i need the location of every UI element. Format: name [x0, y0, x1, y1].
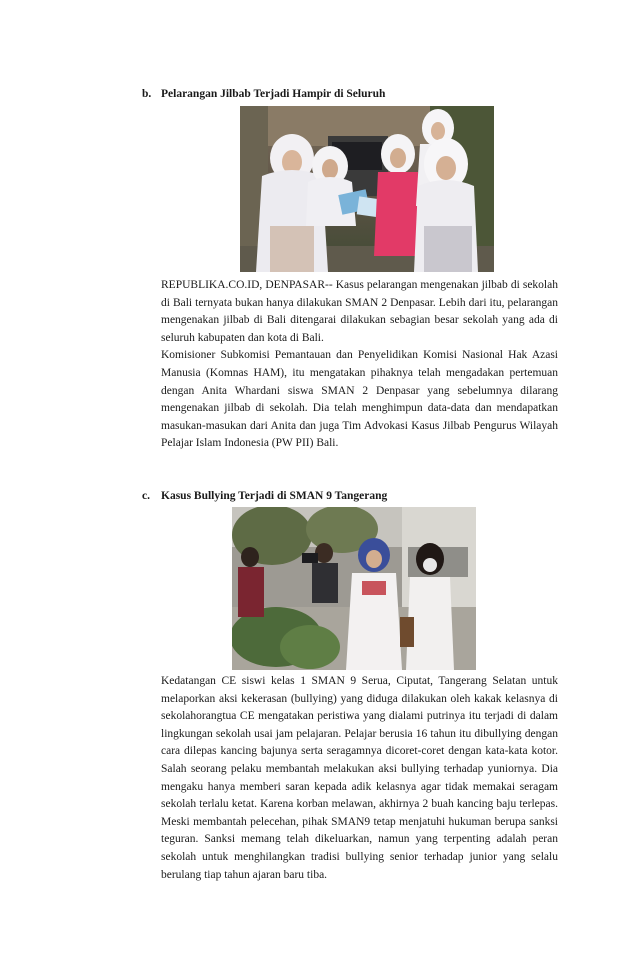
section-b-paragraph-1: REPUBLIKA.CO.ID, DENPASAR-- Kasus pelarangan mengenakan jilbab di sekolah di Bali ternyata bukan hanya dilakukan SMAN 2 Denpasar. Lebih dari itu, pelarangan mengenakan jilbab di Bali ditengarai dilakukan sebagian besar sekolah yang ada di seluruh kabupaten dan kota di Bali.	[161, 279, 558, 344]
bullying-case-photo	[232, 507, 476, 670]
section-c-title: Kasus Bullying Terjadi di SMAN 9 Tangerang	[161, 490, 388, 502]
section-b-letter: b.	[142, 88, 152, 100]
section-b-body	[161, 277, 558, 453]
section-b-paragraph-2: Komisioner Subkomisi Pemantauan dan Penyelidikan Komisi Nasional Hak Azasi Manusia (Komnas HAM), itu mengatakan pihaknya telah mengadakan pertemuan dengan Anita Whardani siswa SMAN 2 Denpasar yang sebelumnya dilarang mengenakan jilbab di sekolah. Dia telah menghimpun data-data dan mendapatkan masukan-masukan dari Anita dan juga Tim Advokasi Kasus Jilbab Pengurus Wilayah Pelajar Islam Indonesia (PW PII) Bali.	[161, 349, 558, 450]
section-b-heading	[142, 86, 562, 102]
section-b-title: Pelarangan Jilbab Terjadi Hampir di Seluruh	[161, 88, 386, 100]
hijab-students-photo	[240, 106, 494, 272]
section-c-heading	[142, 488, 562, 504]
section-c-body	[161, 673, 558, 884]
section-c-letter: c.	[142, 490, 150, 502]
section-c-paragraph-1: Kedatangan CE siswi kelas 1 SMAN 9 Serua, Ciputat, Tangerang Selatan untuk melaporkan aksi kekerasan (bullying) yang diduga dilakukan oleh kakak kelasnya di sekolahorangtua CE mengatakan peristiwa yang dialami putrinya itu terjadi di dalam lingkungan sekolah usai jam pelajaran. Pelajar berusia 16 tahun itu dibullying dengan cara dilepas kancing bajunya serta seragamnya dicoret-coret dengan kata-kata kotor. Salah seorang pelaku membantah melakukan aksi bullying terhadap yuniornya. Dia mengaku hanya memberi saran kepada adik kelasnya agar tidak memakai seragam sekolah terlalu ketat. Karena korban melawan, akhirnya 2 buah kancing baju terlepas. Meski membantah pelecehan, pihak SMAN9 tetap menjatuhi hukuman berupa sanksi teguran. Sanksi memang telah dikeluarkan, namun yang terpenting adalah peran sekolah untuk menghilangkan tradisi bullying senior terhadap junior yang selalu berulang tiap tahun ajaran baru tiba.	[161, 675, 558, 881]
